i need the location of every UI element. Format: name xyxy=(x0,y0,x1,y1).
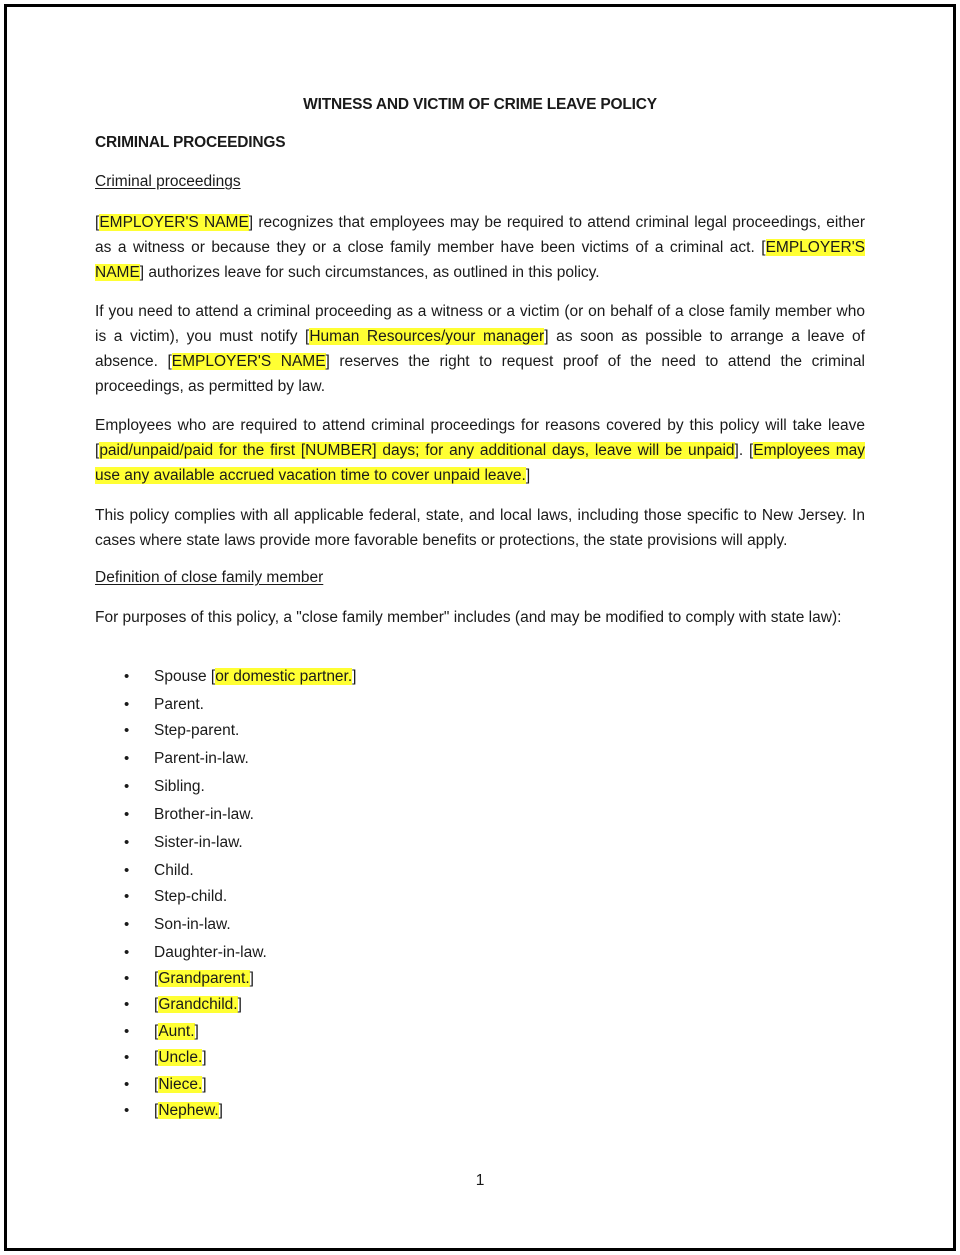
list-item: • Sibling. xyxy=(124,778,205,795)
page-number: 1 xyxy=(475,1172,485,1189)
bullet-icon: • xyxy=(124,750,130,767)
section-heading: CRIMINAL PROCEEDINGS xyxy=(95,134,286,151)
placeholder-highlight: Aunt. xyxy=(158,1023,195,1040)
bullet-icon: • xyxy=(124,888,130,905)
bullet-icon: • xyxy=(124,862,130,879)
bullet-icon: • xyxy=(124,722,130,739)
bullet-icon: • xyxy=(124,1049,130,1066)
placeholder-highlight: Nephew. xyxy=(158,1102,219,1119)
placeholder-vacation-clause: Employees may use any available accrued vacation time to cover unpaid leave. xyxy=(95,442,865,484)
bullet-icon: • xyxy=(124,1076,130,1093)
placeholder-employer-name: EMPLOYER'S NAME xyxy=(171,353,326,370)
list-item: • Parent. xyxy=(124,696,204,713)
bullet-icon: • xyxy=(124,1023,130,1040)
subheading-criminal-proceedings: Criminal proceedings xyxy=(95,173,241,190)
placeholder-hr-manager: Human Resources/your manager xyxy=(309,328,545,345)
paragraph-leave-pay: Employees who are required to attend criminal proceedings for reasons covered by this policy will take leave [paid/unpaid/paid for the first [NUMBER] days; for any additional days, leave will be unpaid]. [Employees may use any available accrued vacation time to cover unpaid leave.] xyxy=(95,417,865,484)
list-item: • Son-in-law. xyxy=(124,916,231,933)
paragraph-family-definition: For purposes of this policy, a "close family member" includes (and may be modified to comply with state law): xyxy=(95,609,842,626)
placeholder-highlight: or domestic partner. xyxy=(215,668,353,685)
bullet-icon: • xyxy=(124,1102,130,1119)
list-item: • [Grandparent.] xyxy=(124,970,254,987)
paragraph-employer-recognition: [EMPLOYER'S NAME] recognizes that employees may be required to attend criminal legal proceedings, either as a witness or because they or a close family member have been victims of a criminal act. [EMPLOYER'S NAME] authorizes leave for such circumstances, as outlined in this policy. xyxy=(95,214,865,281)
list-item: • [Uncle.] xyxy=(124,1049,207,1066)
bullet-icon: • xyxy=(124,834,130,851)
list-item: • Child. xyxy=(124,862,194,879)
list-item: • Daughter-in-law. xyxy=(124,944,267,961)
bullet-icon: • xyxy=(124,916,130,933)
list-item: • [Niece.] xyxy=(124,1076,207,1093)
bullet-icon: • xyxy=(124,970,130,987)
bullet-icon: • xyxy=(124,806,130,823)
bullet-icon: • xyxy=(124,668,130,685)
list-item: • Parent-in-law. xyxy=(124,750,249,767)
document-title: WITNESS AND VICTIM OF CRIME LEAVE POLICY xyxy=(303,96,657,113)
list-item: • Brother-in-law. xyxy=(124,806,254,823)
subheading-close-family-member: Definition of close family member xyxy=(95,569,324,586)
placeholder-pay-terms: paid/unpaid/paid for the first [NUMBER] days; for any additional days, leave will be unpaid xyxy=(99,442,735,459)
list-item: • Spouse [or domestic partner.] xyxy=(124,668,357,685)
list-item: • [Grandchild.] xyxy=(124,996,242,1013)
placeholder-highlight: Grandchild. xyxy=(158,996,238,1013)
paragraph-notification: If you need to attend a criminal proceeding as a witness or a victim (or on behalf of a close family member who is a victim), you must notify [Human Resources/your manager] as soon as possible to arrange a leave of absence. [EMPLOYER'S NAME] reserves the right to request proof of the need to attend the criminal proceedings, as permitted by law. xyxy=(95,303,865,395)
bullet-icon: • xyxy=(124,996,130,1013)
list-item: • Step-parent. xyxy=(124,722,240,739)
bullet-icon: • xyxy=(124,696,130,713)
placeholder-highlight: Niece. xyxy=(158,1076,203,1093)
paragraph-compliance: This policy complies with all applicable federal, state, and local laws, including those specific to New Jersey. In cases where state laws provide more favorable benefits or protections, the state provisions will apply. xyxy=(95,507,865,549)
placeholder-highlight: Grandparent. xyxy=(158,970,250,987)
bullet-icon: • xyxy=(124,944,130,961)
placeholder-highlight: Uncle. xyxy=(158,1049,203,1066)
list-item: • [Aunt.] xyxy=(124,1023,199,1040)
placeholder-employer-name: EMPLOYER'S NAME xyxy=(99,214,249,231)
list-item: • [Nephew.] xyxy=(124,1102,223,1119)
list-item: • Sister-in-law. xyxy=(124,834,243,851)
placeholder-employer-name: EMPLOYER'S NAME xyxy=(95,239,865,281)
list-item: • Step-child. xyxy=(124,888,228,905)
bullet-icon: • xyxy=(124,778,130,795)
